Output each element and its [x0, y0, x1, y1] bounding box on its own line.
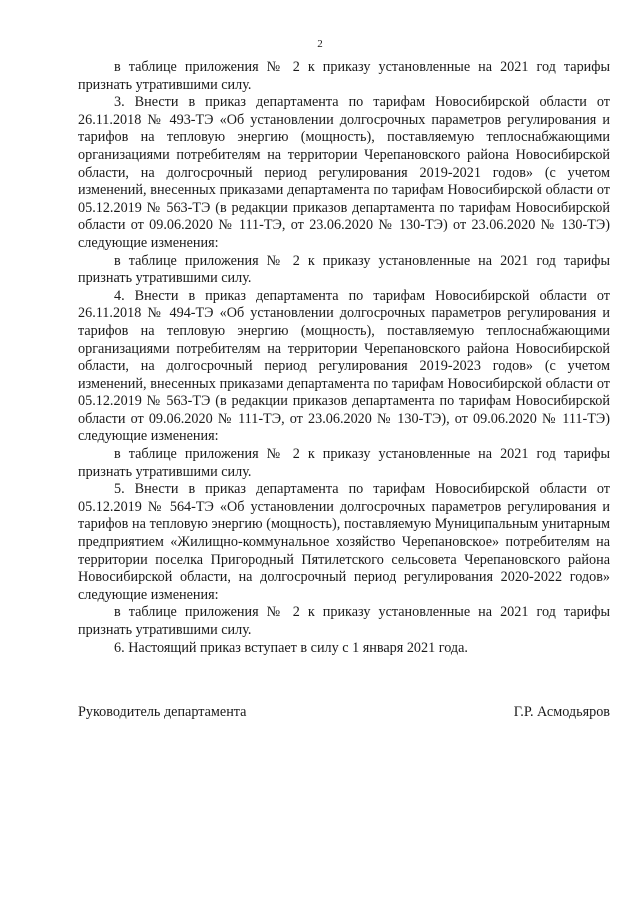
paragraph-2: 3. Внести в приказ департамента по тарифам Новосибирской области от 26.11.2018 № 493-ТЭ «Об установлении долгосрочных параметров регулирования и тарифов на тепловую энергию (мощность), поставляемую теплоснабжающими организациями потребителям на территории Черепановского района Новосибирской области, на долгосрочный период регулирования 2019-2021 годов» (с учетом изменений, внесенных приказами департамента по тарифам Новосибирской области от 05.12.2019 № 563-ТЭ (в редакции приказов департамента по тарифам Новосибирской области от 09.06.2020 № 111-ТЭ, от 23.06.2020 № 130-ТЭ) от 23.06.2020 № 130-ТЭ) следующие изменения: — [78, 94, 610, 251]
page-number: 2 — [317, 38, 323, 50]
paragraph-8: 6. Настоящий приказ вступает в силу с 1 января 2021 года. — [114, 639, 468, 656]
paragraph-5: в таблице приложения № 2 к приказу установленные на 2021 год тарифы признать утратившими силу. — [78, 446, 610, 480]
signatory-name: Г.Р. Асмодьяров — [513, 704, 610, 720]
paragraph-7: в таблице приложения № 2 к приказу установленные на 2021 год тарифы признать утратившими силу. — [78, 604, 610, 638]
paragraph-1: в таблице приложения № 2 к приказу установленные на 2021 год тарифы признать утратившими силу. — [78, 59, 610, 93]
paragraph-6: 5. Внести в приказ департамента по тарифам Новосибирской области от 05.12.2019 № 564-ТЭ «Об установлении долгосрочных параметров регулирования и тарифов на тепловую энергию (мощность), поставляемую Муниципальным унитарным предприятием «Жилищно-коммунальное хозяйство Черепановское» потребителям на территории поселка Пригородный Пятилетского сельсовета Черепановского района Новосибирской области, на долгосрочный период регулирования 2020-2022 годов» следующие изменения: — [78, 481, 610, 603]
paragraph-4: 4. Внести в приказ департамента по тарифам Новосибирской области от 26.11.2018 № 494-ТЭ «Об установлении долгосрочных параметров регулирования и тарифов на тепловую энергию (мощность), поставляемую теплоснабжающими организациями потребителям на территории Черепановского района Новосибирской области, на долгосрочный период регулирования 2019-2023 годов» (с учетом изменений, внесенных приказами департамента по тарифам Новосибирской области от 05.12.2019 № 563-ТЭ (в редакции приказов департамента по тарифам Новосибирской области от 09.06.2020 № 111-ТЭ, от 23.06.2020 № 130-ТЭ), от 09.06.2020 № 111-ТЭ) следующие изменения: — [78, 287, 610, 445]
signatory-role: Руководитель департамента — [78, 704, 247, 720]
document-body — [78, 59, 610, 657]
paragraph-3: в таблице приложения № 2 к приказу установленные на 2021 год тарифы признать утратившими силу. — [78, 252, 610, 287]
